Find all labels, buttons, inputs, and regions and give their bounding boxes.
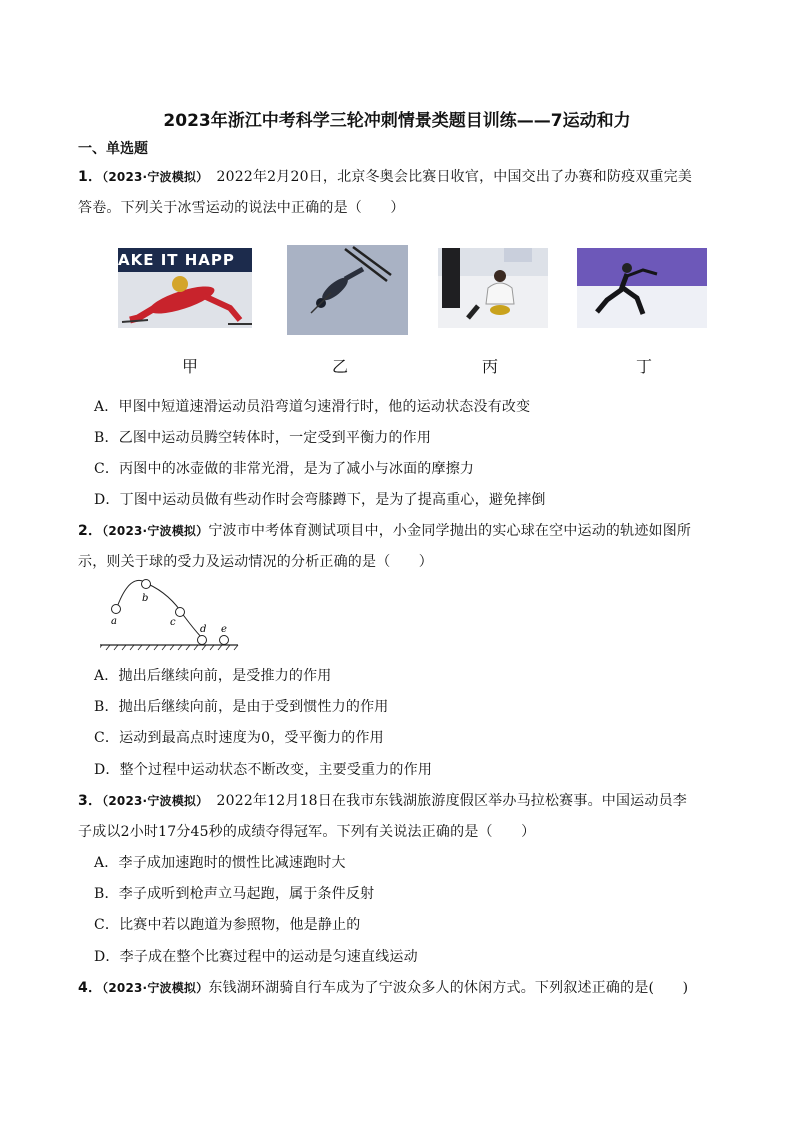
option-d: D．丁图中运动员做有些动作时会弯膝蹲下，是为了提高重心，避免摔倒 [94, 492, 546, 508]
option-c: C．运动到最高点时速度为0，受平衡力的作用 [94, 730, 384, 746]
option-b: B．抛出后继续向前，是由于受到惯性力的作用 [94, 699, 389, 715]
page-title: 2023年浙江中考科学三轮冲刺情景类题目训练——7运动和力 [163, 111, 631, 131]
question-3-stem [78, 790, 687, 810]
point-e-label: e [221, 624, 227, 635]
option-a: A．甲图中短道速滑运动员沿弯道匀速滑行时，他的运动状态没有改变 [94, 399, 531, 415]
banner-text: AKE IT HAPP [118, 248, 252, 272]
caption-ding: 丁 [635, 357, 652, 376]
point-d-label: d [200, 624, 207, 635]
option-c: C．丙图中的冰壶做的非常光滑，是为了减小与冰面的摩擦力 [94, 461, 475, 477]
question-number: 3． [78, 793, 103, 809]
figure-skating-photo [577, 248, 707, 328]
option-a: A．抛出后继续向前，是受推力的作用 [94, 668, 332, 684]
aerial-skiing-photo [287, 245, 408, 335]
section-heading: 一、单选题 [78, 141, 148, 157]
caption-bing: 丙 [481, 357, 498, 376]
question-text: 宁波市中考体育测试项目中，小金同学抛出的实心球在空中运动的轨迹如图所 [208, 523, 692, 539]
question-4-stem [78, 977, 688, 997]
point-c-label: c [170, 617, 176, 628]
option-d: D．李子成在整个比赛过程中的运动是匀速直线运动 [94, 949, 418, 965]
question-2-stem [78, 520, 691, 540]
question-source: （2023·宁波模拟） [102, 170, 203, 184]
option-b: B．乙图中运动员腾空转体时，一定受到平衡力的作用 [94, 430, 432, 446]
option-b: B．李子成听到枪声立马起跑，属于条件反射 [94, 886, 375, 902]
question-3-stem-cont: 子成以2小时17分45秒的成绩夺得冠军。下列有关说法正确的是（ ） [78, 824, 536, 840]
question-source: （2023·宁波模拟） [102, 794, 203, 808]
option-c: C．比赛中若以跑道为参照物，他是静止的 [94, 917, 361, 933]
question-source: （2023·宁波模拟） [102, 524, 209, 538]
question-text: 2022年12月18日在我市东钱湖旅游度假区举办马拉松赛事。中国运动员李 [202, 793, 687, 809]
trajectory-diagram [100, 576, 240, 652]
question-text: 东钱湖环湖骑自行车成为了宁波众多人的休闲方式。下列叙述正确的是( ) [208, 980, 689, 996]
question-2-stem-cont: 示，则关于球的受力及运动情况的分析正确的是（ ） [78, 554, 433, 570]
question-1-stem-cont: 答卷。下列关于冰雪运动的说法中正确的是（ ） [78, 200, 405, 216]
question-number: 4． [78, 980, 103, 996]
question-source: （2023·宁波模拟） [102, 981, 209, 995]
curling-photo [438, 248, 548, 328]
point-a-label: a [111, 616, 117, 627]
caption-yi: 乙 [331, 357, 348, 376]
option-d: D．整个过程中运动状态不断改变，主要受重力的作用 [94, 762, 433, 778]
question-1-stem [78, 166, 692, 186]
question-text: 2022年2月20日，北京冬奥会比赛日收官，中国交出了办赛和防疫双重完美 [202, 169, 693, 185]
question-number: 1． [78, 169, 103, 185]
caption-jia: 甲 [181, 357, 198, 376]
speed-skating-photo [118, 248, 252, 328]
question-number: 2． [78, 523, 103, 539]
option-a: A．李子成加速跑时的惯性比减速跑时大 [94, 855, 346, 871]
point-b-label: b [142, 593, 149, 604]
